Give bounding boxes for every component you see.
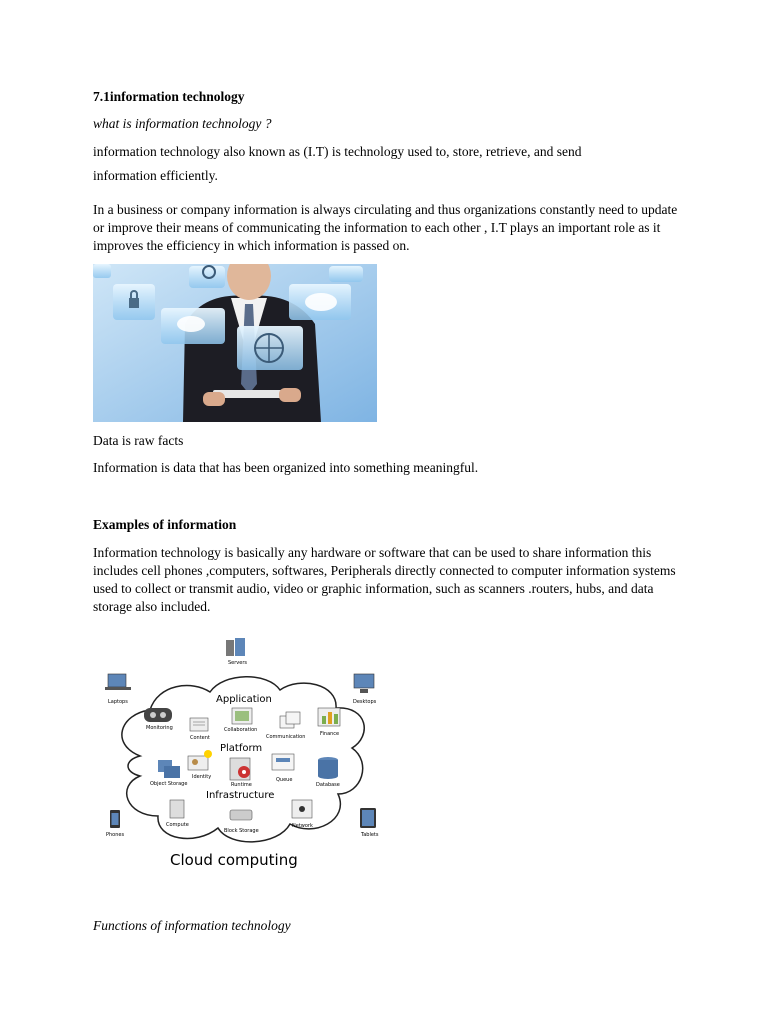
layer-infrastructure: Infrastructure <box>206 790 275 801</box>
label-servers: Servers <box>228 660 248 666</box>
block-storage-icon <box>230 810 252 820</box>
layer-application: Application <box>216 694 272 705</box>
network-icon <box>292 800 312 818</box>
label-collaboration: Collaboration <box>224 727 258 733</box>
label-network: Network <box>292 823 313 829</box>
content-icon <box>190 718 208 731</box>
information-definition: Information is data that has been organized into something meaningful. <box>93 460 479 475</box>
monitoring-icon <box>144 708 172 722</box>
label-laptops: Laptops <box>108 699 128 705</box>
queue-icon <box>272 754 294 770</box>
cloud-computing-diagram <box>100 636 390 876</box>
label-runtime: Runtime <box>231 782 252 788</box>
examples-paragraph: Information technology is basically any hardware or software that can be used to share information this includes cell phones ,computers, softwares, Peripherals directly connected to computer information systems used to collect or transmit audio, video or graphic information, such as scanners .routers, hubs, and data storage also included. <box>93 545 676 614</box>
servers-icon <box>226 638 245 656</box>
businessman-tablet-photo <box>93 264 377 422</box>
question-text: what is information technology ? <box>93 116 272 131</box>
definition-line-2: information efficiently. <box>93 168 218 183</box>
cloud-title: Cloud computing <box>170 851 298 869</box>
examples-heading: Examples of information <box>93 517 237 532</box>
label-desktops: Desktops <box>353 699 377 705</box>
label-phones: Phones <box>106 832 125 838</box>
laptop-icon <box>105 674 131 690</box>
layer-platform: Platform <box>220 743 263 754</box>
database-icon <box>318 757 338 779</box>
compute-icon <box>170 800 184 818</box>
label-queue: Queue <box>276 777 293 783</box>
label-compute: Compute <box>166 822 189 828</box>
phone-icon <box>110 810 120 828</box>
business-paragraph: In a business or company information is always circulating and thus organizations constantly need to update or improve their means of communicating the information to each other , I.T plays an important role as it improves the efficiency in which information is passed on. <box>93 202 678 253</box>
label-object-storage: Object Storage <box>150 781 188 787</box>
label-finance: Finance <box>320 731 340 737</box>
data-definition: Data is raw facts <box>93 433 184 448</box>
label-communication: Communication <box>266 734 306 740</box>
label-content: Content <box>190 735 210 741</box>
finance-icon <box>318 708 340 726</box>
label-database: Database <box>316 782 340 788</box>
tablet-icon <box>360 808 376 828</box>
label-monitoring: Monitoring <box>146 725 173 731</box>
collaboration-icon <box>232 708 252 724</box>
label-tablets: Tablets <box>361 832 379 838</box>
section-heading: 7.1information technology <box>93 89 245 104</box>
functions-heading: Functions of information technology <box>93 918 291 933</box>
label-block-storage: Block Storage <box>224 828 259 834</box>
desktop-icon <box>354 674 374 693</box>
label-identity: Identity <box>192 774 212 780</box>
definition-line-1: information technology also known as (I.T) is technology used to, store, retrieve, and send <box>93 144 582 159</box>
runtime-icon <box>230 758 250 780</box>
